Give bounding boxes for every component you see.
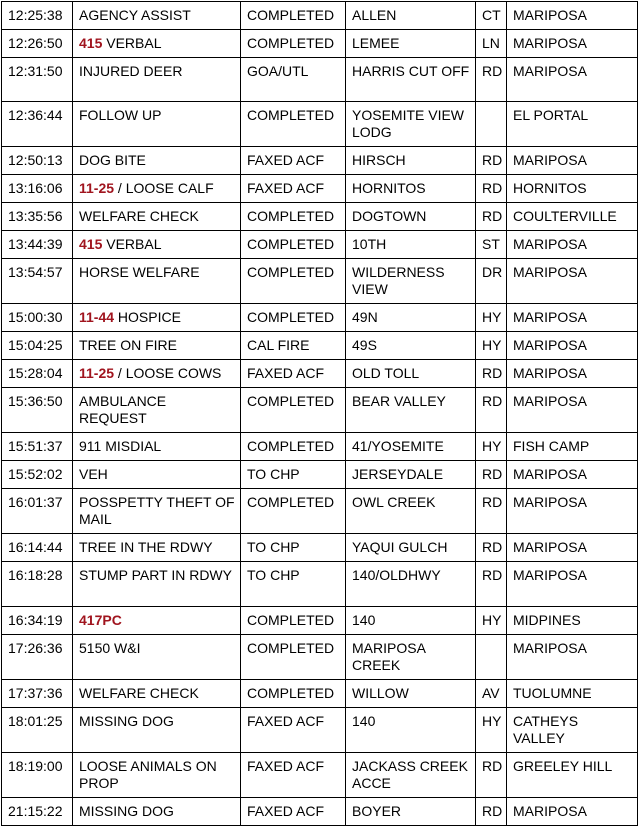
status-cell: TO CHP — [241, 534, 346, 562]
status-cell: COMPLETED — [241, 102, 346, 147]
city-cell: MARIPOSA — [507, 635, 638, 680]
call-type-text: HORSE WELFARE — [79, 264, 200, 280]
call-type-text: INJURED DEER — [79, 63, 183, 79]
status-cell: FAXED ACF — [241, 175, 346, 203]
street-cell: HIRSCH — [346, 147, 476, 175]
street-cell: MARIPOSA CREEK — [346, 635, 476, 680]
time-cell: 15:28:04 — [2, 360, 73, 388]
call-type-cell — [73, 489, 241, 534]
status-cell: TO CHP — [241, 461, 346, 489]
call-type-cell — [73, 2, 241, 30]
street-cell: 49N — [346, 304, 476, 332]
call-type-text: STUMP PART IN RDWY — [79, 567, 232, 583]
time-cell: 15:04:25 — [2, 332, 73, 360]
call-type-cell — [73, 147, 241, 175]
time-cell: 16:34:19 — [2, 607, 73, 635]
street-suffix-cell: HY — [476, 433, 507, 461]
street-cell: BOYER — [346, 798, 476, 826]
street-cell: OWL CREEK — [346, 489, 476, 534]
call-type-cell — [73, 798, 241, 826]
call-type-text: DOG BITE — [79, 152, 146, 168]
call-type-text: VERBAL — [102, 236, 162, 252]
call-type-text: / LOOSE COWS — [114, 365, 222, 381]
time-cell: 17:37:36 — [2, 680, 73, 708]
table-row — [2, 433, 638, 461]
call-type-cell — [73, 753, 241, 798]
time-cell: 16:14:44 — [2, 534, 73, 562]
street-suffix-cell — [476, 102, 507, 147]
time-cell: 13:54:57 — [2, 259, 73, 304]
penal-code: 415 — [79, 35, 103, 51]
street-cell: DOGTOWN — [346, 203, 476, 231]
city-cell: TUOLUMNE — [507, 680, 638, 708]
table-row — [2, 360, 638, 388]
time-cell: 12:26:50 — [2, 30, 73, 58]
call-type-cell — [73, 231, 241, 259]
call-type-cell — [73, 102, 241, 147]
street-suffix-cell: RD — [476, 534, 507, 562]
status-cell: COMPLETED — [241, 433, 346, 461]
status-cell: CAL FIRE — [241, 332, 346, 360]
city-cell: CATHEYS VALLEY — [507, 708, 638, 753]
table-row — [2, 461, 638, 489]
call-type-text: VERBAL — [102, 35, 162, 51]
call-type-cell — [73, 680, 241, 708]
street-suffix-cell: DR — [476, 259, 507, 304]
call-type-text: 911 MISDIAL — [79, 438, 162, 454]
time-cell: 16:01:37 — [2, 489, 73, 534]
street-cell: WILDERNESS VIEW — [346, 259, 476, 304]
city-cell: MARIPOSA — [507, 231, 638, 259]
table-row — [2, 30, 638, 58]
call-type-text: TREE IN THE RDWY — [79, 539, 213, 555]
time-cell: 15:00:30 — [2, 304, 73, 332]
table-row — [2, 58, 638, 102]
status-cell: FAXED ACF — [241, 147, 346, 175]
time-cell: 12:31:50 — [2, 58, 73, 102]
street-cell: HARRIS CUT OFF — [346, 58, 476, 102]
call-type-cell — [73, 304, 241, 332]
time-cell: 15:51:37 — [2, 433, 73, 461]
table-row — [2, 147, 638, 175]
street-suffix-cell: RD — [476, 562, 507, 607]
time-cell: 12:50:13 — [2, 147, 73, 175]
street-suffix-cell: ST — [476, 231, 507, 259]
city-cell: MARIPOSA — [507, 798, 638, 826]
city-cell: HORNITOS — [507, 175, 638, 203]
street-suffix-cell: HY — [476, 332, 507, 360]
table-row — [2, 2, 638, 30]
street-cell: 41/YOSEMITE — [346, 433, 476, 461]
street-cell: WILLOW — [346, 680, 476, 708]
city-cell: COULTERVILLE — [507, 203, 638, 231]
time-cell: 13:35:56 — [2, 203, 73, 231]
call-type-text: MISSING DOG — [79, 803, 174, 819]
city-cell: MARIPOSA — [507, 461, 638, 489]
call-type-cell — [73, 259, 241, 304]
call-type-text: LOOSE ANIMALS ON PROP — [79, 758, 217, 791]
status-cell: COMPLETED — [241, 388, 346, 433]
call-type-text: WELFARE CHECK — [79, 685, 199, 701]
street-cell: ALLEN — [346, 2, 476, 30]
call-type-cell — [73, 203, 241, 231]
street-suffix-cell — [476, 635, 507, 680]
street-cell: JERSEYDALE — [346, 461, 476, 489]
street-cell: OLD TOLL — [346, 360, 476, 388]
table-row — [2, 534, 638, 562]
time-cell: 13:16:06 — [2, 175, 73, 203]
street-suffix-cell: AV — [476, 680, 507, 708]
street-cell: BEAR VALLEY — [346, 388, 476, 433]
time-cell: 12:36:44 — [2, 102, 73, 147]
city-cell: MARIPOSA — [507, 332, 638, 360]
table-row — [2, 607, 638, 635]
city-cell: MARIPOSA — [507, 30, 638, 58]
call-type-text: WELFARE CHECK — [79, 208, 199, 224]
call-type-text: POSSPETTY THEFT OF MAIL — [79, 494, 235, 527]
time-cell: 13:44:39 — [2, 231, 73, 259]
penal-code: 417PC — [79, 612, 122, 628]
street-cell: JACKASS CREEK ACCE — [346, 753, 476, 798]
call-type-text: FOLLOW UP — [79, 107, 162, 123]
table-row — [2, 102, 638, 147]
status-cell: COMPLETED — [241, 231, 346, 259]
call-log-body — [2, 2, 638, 826]
call-type-text: AMBULANCE REQUEST — [79, 393, 167, 426]
time-cell: 21:15:22 — [2, 798, 73, 826]
city-cell: EL PORTAL — [507, 102, 638, 147]
time-cell: 12:25:38 — [2, 2, 73, 30]
city-cell: MARIPOSA — [507, 360, 638, 388]
time-cell: 16:18:28 — [2, 562, 73, 607]
call-log-table — [1, 1, 638, 826]
call-type-text: MISSING DOG — [79, 713, 174, 729]
table-row — [2, 304, 638, 332]
call-type-text: AGENCY ASSIST — [79, 7, 191, 23]
status-cell: COMPLETED — [241, 304, 346, 332]
table-row — [2, 708, 638, 753]
status-cell: TO CHP — [241, 562, 346, 607]
penal-code: 11-25 — [79, 365, 115, 381]
time-cell: 15:52:02 — [2, 461, 73, 489]
street-cell: YAQUI GULCH — [346, 534, 476, 562]
status-cell: COMPLETED — [241, 203, 346, 231]
street-suffix-cell: RD — [476, 175, 507, 203]
street-cell: 49S — [346, 332, 476, 360]
table-row — [2, 635, 638, 680]
call-type-cell — [73, 607, 241, 635]
street-suffix-cell: RD — [476, 388, 507, 433]
street-suffix-cell: RD — [476, 58, 507, 102]
call-type-cell — [73, 635, 241, 680]
street-suffix-cell: RD — [476, 360, 507, 388]
city-cell: GREELEY HILL — [507, 753, 638, 798]
time-cell: 18:01:25 — [2, 708, 73, 753]
street-suffix-cell: RD — [476, 489, 507, 534]
call-type-text: / LOOSE CALF — [114, 180, 214, 196]
street-suffix-cell: RD — [476, 147, 507, 175]
table-row — [2, 562, 638, 607]
street-suffix-cell: RD — [476, 798, 507, 826]
call-type-cell — [73, 360, 241, 388]
call-type-text: VEH — [79, 466, 108, 482]
penal-code: 415 — [79, 236, 103, 252]
status-cell: FAXED ACF — [241, 798, 346, 826]
status-cell: FAXED ACF — [241, 360, 346, 388]
street-suffix-cell: RD — [476, 753, 507, 798]
street-cell: 140/OLDHWY — [346, 562, 476, 607]
street-suffix-cell: HY — [476, 708, 507, 753]
table-row — [2, 175, 638, 203]
table-row — [2, 388, 638, 433]
table-row — [2, 680, 638, 708]
call-type-text: HOSPICE — [114, 309, 181, 325]
call-type-cell — [73, 332, 241, 360]
street-cell: 140 — [346, 607, 476, 635]
street-cell: HORNITOS — [346, 175, 476, 203]
street-suffix-cell: HY — [476, 304, 507, 332]
call-type-cell — [73, 388, 241, 433]
time-cell: 15:36:50 — [2, 388, 73, 433]
call-type-cell — [73, 30, 241, 58]
status-cell: COMPLETED — [241, 30, 346, 58]
street-suffix-cell: RD — [476, 461, 507, 489]
city-cell: MARIPOSA — [507, 388, 638, 433]
city-cell: MARIPOSA — [507, 2, 638, 30]
time-cell: 18:19:00 — [2, 753, 73, 798]
table-row — [2, 203, 638, 231]
city-cell: MARIPOSA — [507, 489, 638, 534]
city-cell: FISH CAMP — [507, 433, 638, 461]
street-cell: YOSEMITE VIEW LODG — [346, 102, 476, 147]
call-type-cell — [73, 175, 241, 203]
call-type-text: TREE ON FIRE — [79, 337, 178, 353]
time-cell: 17:26:36 — [2, 635, 73, 680]
call-type-cell — [73, 708, 241, 753]
penal-code: 11-25 — [79, 180, 115, 196]
table-row — [2, 489, 638, 534]
street-cell: 140 — [346, 708, 476, 753]
call-type-cell — [73, 461, 241, 489]
street-cell: 10TH — [346, 231, 476, 259]
street-suffix-cell: CT — [476, 2, 507, 30]
table-row — [2, 798, 638, 826]
status-cell: COMPLETED — [241, 259, 346, 304]
table-row — [2, 231, 638, 259]
table-row — [2, 332, 638, 360]
city-cell: MARIPOSA — [507, 534, 638, 562]
penal-code: 11-44 — [79, 309, 115, 325]
city-cell: MARIPOSA — [507, 147, 638, 175]
call-type-cell — [73, 433, 241, 461]
status-cell: COMPLETED — [241, 489, 346, 534]
status-cell: COMPLETED — [241, 607, 346, 635]
city-cell: MIDPINES — [507, 607, 638, 635]
status-cell: COMPLETED — [241, 2, 346, 30]
city-cell: MARIPOSA — [507, 58, 638, 102]
city-cell: MARIPOSA — [507, 304, 638, 332]
call-type-text: 5150 W&I — [79, 640, 141, 656]
call-type-cell — [73, 534, 241, 562]
table-row — [2, 259, 638, 304]
call-type-cell — [73, 562, 241, 607]
call-type-cell — [73, 58, 241, 102]
status-cell: FAXED ACF — [241, 708, 346, 753]
street-suffix-cell: LN — [476, 30, 507, 58]
street-cell: LEMEE — [346, 30, 476, 58]
street-suffix-cell: HY — [476, 607, 507, 635]
status-cell: COMPLETED — [241, 635, 346, 680]
status-cell: COMPLETED — [241, 680, 346, 708]
city-cell: MARIPOSA — [507, 562, 638, 607]
status-cell: GOA/UTL — [241, 58, 346, 102]
table-row — [2, 753, 638, 798]
city-cell: MARIPOSA — [507, 259, 638, 304]
street-suffix-cell: RD — [476, 203, 507, 231]
status-cell: FAXED ACF — [241, 753, 346, 798]
